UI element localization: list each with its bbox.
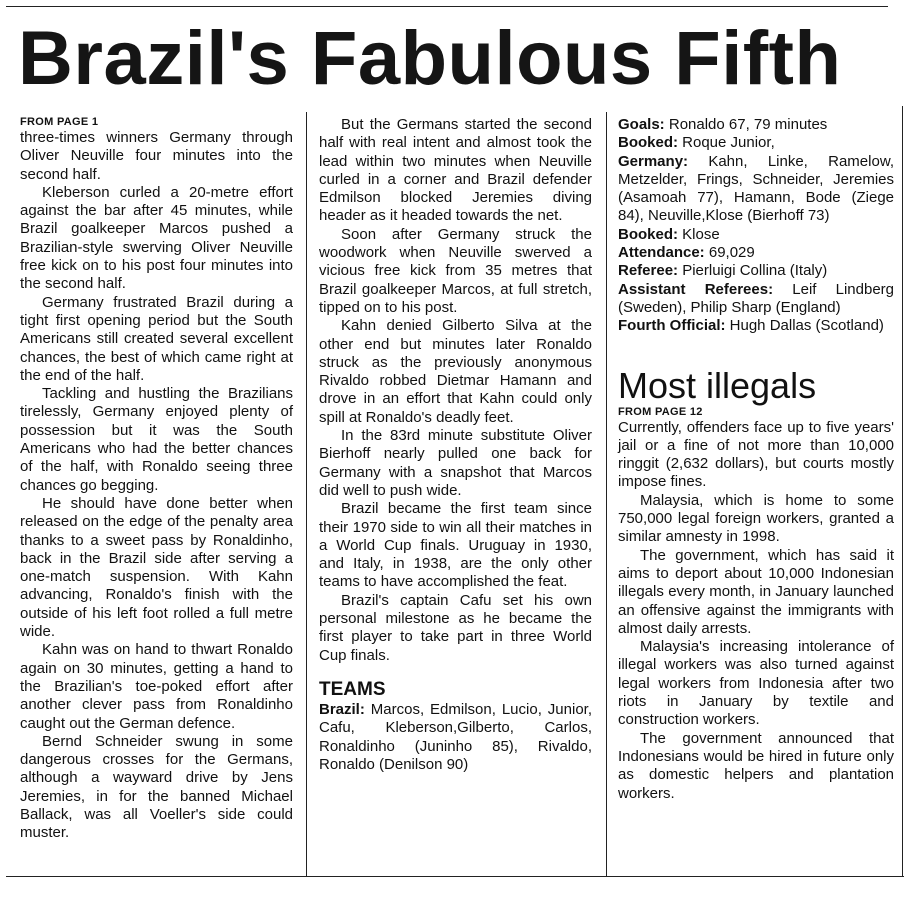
article-paragraph: Currently, offenders face up to five years' jail or a fine of not more than 10,000 ringgit (2,632 dollars), but courts mostly impose fines. [618,418,894,491]
teams-text: Marcos, Edmilson, Lucio, Junior, Cafu, Kleberson,Gilberto, Carlos, Ronaldinho (Juninho 85), Rivaldo, Ronaldo (Denilson 90) [319,700,592,773]
teams-text: Leif Lindberg (Sweden), Philip Sharp (England) [618,280,894,316]
article-paragraph: Brazil became the first team since their 1970 side to win all their matches in a World Cup finals. Uruguay in 1930, and Italy, in 1938, are the only other teams to have accomplished the feat. [319,500,592,591]
teams-label: Attendance: [618,244,705,262]
teams-goals [618,116,894,134]
teams-label: Booked: [618,225,678,243]
bottom-rule [6,876,904,877]
article-paragraph: He should have done better when released on the edge of the penalty area thanks to a sweet pass by Ronaldinho, back in the Brazil side after serving a one-match suspension. With Kahn advancing, Ronaldo's finish with the outside of his left foot rolled a full metre wide. [20,494,293,641]
teams-text: 69,029 [704,244,755,262]
teams-label: Referee: [618,262,679,280]
teams-text: Hugh Dallas (Scotland) [725,317,884,335]
article-paragraph: But the Germans started the second half with real intent and almost took the lead within two minutes when Neuville curled in a corner and Brazil defender Edmilson blocked Jeremies diving header as it headed towards the net. [319,116,592,225]
column-divider [606,112,607,876]
article-column-3 [618,116,894,803]
article-paragraph: Germany frustrated Brazil during a tight first opening period but the South Americans still created several excellent chances, the best of which came right at the end of the half. [20,293,293,384]
article-column-1 [20,116,293,843]
column-divider [902,106,903,876]
story-kicker: FROM PAGE 1 [20,116,99,128]
story-kicker: FROM PAGE 12 [618,405,703,418]
teams-booked [618,226,894,244]
teams-label: Assistant Referees: [618,280,774,298]
article-paragraph: Kahn denied Gilberto Silva at the other end but minutes later Ronaldo struck as the previously anonymous Rivaldo robbed Dietmar Hamann and drove in an effort that Kahn could only spill at Ronaldo's deadly feet. [319,317,592,426]
article-paragraph: Malaysia's increasing intolerance of illegal workers was also turned against legal workers from Indonesia after two riots in January by textile and construction workers. [618,638,894,729]
teams-brazil [319,701,592,774]
article-paragraph: Kahn was on hand to thwart Ronaldo again on 30 minutes, getting a hand to the Brazilian's toe-poked effort after another clever pass from Ronaldinho caught out the German defence. [20,641,293,732]
teams-text: Roque Junior, [678,134,775,152]
teams-text: Kahn, Linke, Ramelow, Metzelder, Frings, Schneider, Jeremies (Asamoah 77), Hamann, Bode (Ziege 84), Neuville,Klose (Bierhoff 73) [618,152,894,225]
teams-germany [618,153,894,226]
teams-fourth-official [618,317,894,335]
teams-attendance [618,244,894,262]
article-paragraph: three-times winners Germany through Oliver Neuville four minutes into the second half. [20,129,293,183]
top-rule [6,6,888,7]
teams-heading: TEAMS [319,678,386,700]
article-paragraph: Tackling and hustling the Brazilians tirelessly, Germany enjoyed plenty of possession but it was the South Americans who had the better chances of the half, with Ronaldo seeing three chances go begging. [20,385,293,494]
teams-text: Klose [678,225,720,243]
article-paragraph: Malaysia, which is home to some 750,000 legal foreign workers, granted a similar amnesty in 1998. [618,491,894,546]
teams-booked [618,134,894,152]
teams-label: Fourth Official: [618,317,726,335]
story-headline: Most illegals [618,364,817,406]
article-paragraph: The government, which has said it aims to deport about 10,000 Indonesian illegals every month, in January launched an offensive against the immigrants with almost daily arrests. [618,546,894,637]
article-column-2 [319,116,592,774]
page-headline: Brazil's Fabulous Fifth [18,16,842,101]
teams-referee [618,262,894,280]
article-paragraph: In the 83rd minute substitute Oliver Bierhoff nearly pulled one back for Germany with a snapshot that Marcos did well to push wide. [319,427,592,499]
teams-assistant-referees [618,281,894,318]
article-paragraph: Brazil's captain Cafu set his own personal milestone as he became the first player to take part in three World Cup finals. [319,591,592,664]
article-paragraph: Bernd Schneider swung in some dangerous crosses for the Germans, although a wayward drive by Jens Jeremies, in for the banned Michael Ballack, was all Voeller's side could muster. [20,732,293,842]
teams-label: Goals: [618,116,665,133]
teams-label: Brazil: [319,700,365,718]
teams-label: Booked: [618,134,678,152]
article-paragraph: Soon after Germany struck the woodwork when Neuville swerved a vicious free kick from 35 metres that Brazil goalkeeper Marcos, at full stretch, tipped on to his post. [319,225,592,316]
teams-label: Germany: [618,152,689,170]
teams-text: Ronaldo 67, 79 minutes [664,116,828,133]
article-paragraph: The government announced that Indonesians would be hired in future only as domestic helpers and plantation workers. [618,729,894,802]
teams-text: Pierluigi Collina (Italy) [678,262,828,280]
column-divider [306,112,307,876]
article-paragraph: Kleberson curled a 20-metre effort against the bar after 45 minutes, while Brazil goalkeeper Marcos pushed a Brazilian-style swerving Oliver Neuville free kick on to his post four minutes into the second half. [20,183,293,293]
